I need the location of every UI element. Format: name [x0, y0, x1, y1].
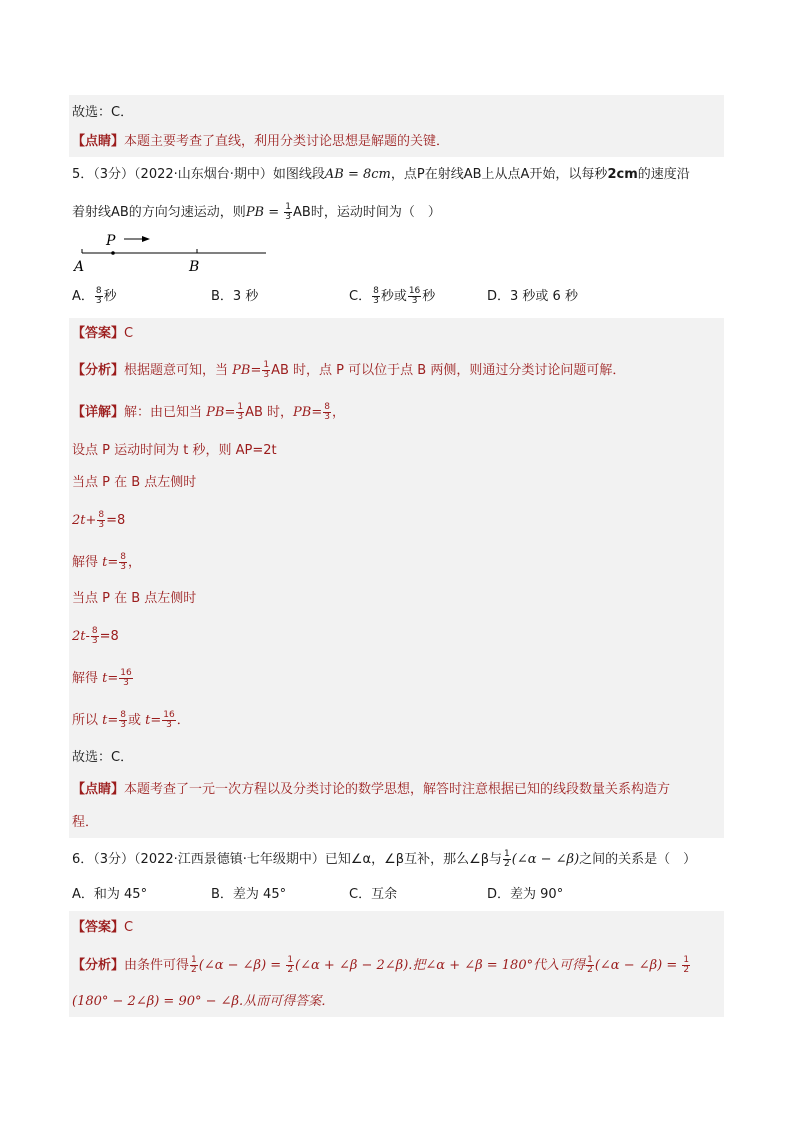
q5-mid: ，点P在射线AB上从点A开始，以每秒: [390, 167, 608, 182]
q5-line2c: AB时，运动时间为（ ）: [293, 205, 441, 220]
q5-answer: 【答案】C: [72, 326, 134, 341]
q5-option-d[interactable]: D．3 秒或 6 秒: [487, 289, 578, 304]
q5-line1: [72, 165, 690, 185]
q5-frac: $\frac{1}{3}$: [285, 202, 292, 222]
q5-solution-band: [69, 318, 724, 838]
q6-analysis: 【分析】由条件可得 $\frac{1}{2}$ (∠α − ∠β) = $\frac{1}{2}$ (∠α + ∠β − 2∠β).把∠α + ∠β = 180°代入可得 $\frac{1}{2}$ (∠α − ∠β) = $\frac{1}{2}$: [72, 955, 690, 975]
fig-label-p: P: [106, 233, 116, 249]
prev-comment: [72, 132, 449, 152]
q6-option-c[interactable]: C．互余: [349, 887, 398, 902]
q6-analysis-cont: (180° − 2∠β) = 90° − ∠β.从而可得答案．: [72, 994, 335, 1009]
q6-option-d[interactable]: D．差为 90°: [487, 887, 564, 902]
fig-label-a: A: [74, 259, 85, 275]
q5-eq-2: 2t- $\frac{8}{3}$ =8: [72, 626, 119, 646]
comment-tag: 【点睛】: [72, 134, 125, 149]
q6-option-b[interactable]: B．差为 45°: [211, 887, 287, 902]
prev-choice: 故选：C．: [72, 105, 134, 120]
q5-step-3: 当点 P 在 B 点左侧时: [72, 591, 197, 606]
q5-seg: AB = 8cm: [324, 167, 391, 182]
q5-analysis: 【分析】根据题意可知，当 PB= $\frac{1}{3}$ AB 时，点 P 可以位于点 B 两侧，则通过分类讨论问题可解．: [72, 360, 626, 380]
q6-option-a[interactable]: A．和为 45°: [72, 887, 148, 902]
fig-label-b: B: [189, 259, 200, 275]
q5-step-1: 设点 P 运动时间为 t 秒，则 AP=2t: [72, 443, 277, 458]
q5-speed: 2cm: [607, 167, 638, 182]
q5-lead: 5．（3分）（2022·山东烟台·期中）如图线段: [72, 167, 325, 182]
q5-line2: [72, 203, 441, 223]
q5-sol-2: 解得 t= $\frac{16}{3}$: [72, 668, 132, 688]
comment-text: 本题主要考查了直线，利用分类讨论思想是解题的关键．: [124, 134, 450, 149]
q5-comment-cont: 程．: [72, 815, 99, 830]
q5-option-b[interactable]: B．3 秒: [211, 289, 259, 304]
q6-answer: 【答案】C: [72, 920, 134, 935]
q5-eq-1: 2t+ $\frac{8}{3}$ =8: [72, 510, 126, 530]
q5-final: 所以 t= $\frac{8}{3}$ 或 t= $\frac{16}{3}$ ．: [72, 710, 190, 730]
q5-option-a[interactable]: A． $\frac{8}{3}$ 秒: [72, 286, 117, 306]
q5-detail: 【详解】解：由已知当 PB= $\frac{1}{3}$ AB 时，PB= $\frac{8}{3}$ ，: [72, 402, 345, 422]
q6-question: 6．（3分）（2022·江西景德镇·七年级期中）已知∠α，∠β互补，那么∠β与 $\frac{1}{2}$ (∠α − ∠β)之间的关系是（ ）: [72, 849, 697, 869]
q5-sol-1: 解得 t= $\frac{8}{3}$ ，: [72, 552, 142, 572]
q5-tail: 的速度沿: [637, 167, 690, 182]
q5-choice: 故选：C．: [72, 750, 134, 765]
q5-line2b: PB =: [245, 205, 280, 220]
q5-step-2: 当点 P 在 B 点左侧时: [72, 475, 197, 490]
q5-comment: 【点睛】本题考查了一元一次方程以及分类讨论的数学思想，解答时注意根据已知的线段数量关系构造方: [72, 782, 671, 797]
q5-figure: [70, 230, 280, 276]
q5-option-c[interactable]: C． $\frac{8}{3}$ 秒或 $\frac{16}{3}$ 秒: [349, 286, 436, 306]
q5-line2a: 着射线AB的方向匀速运动，则: [72, 205, 246, 220]
